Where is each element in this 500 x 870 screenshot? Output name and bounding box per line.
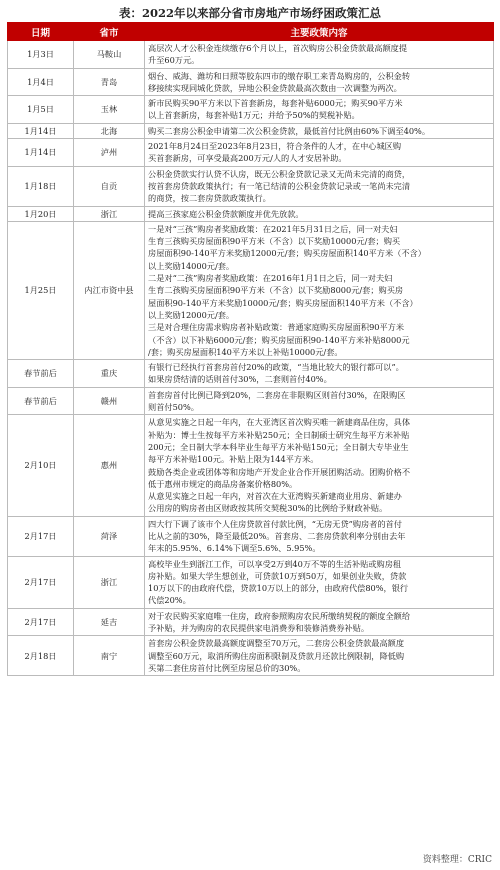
table-row [8, 516, 494, 556]
row-content [145, 387, 494, 415]
content-line: 10万以下的由政府代偿，贷款10万以上的部分，由政府代偿80%，银行 [148, 583, 409, 594]
table-row [8, 139, 494, 167]
row-date: 1月5日 [8, 96, 74, 124]
table-row [8, 556, 494, 608]
content-line: 有银行已经执行首套房首付20%的政策，“当地比较大的银行都可以”。 [148, 362, 404, 373]
content-line: 予补贴，并为购房的农民提供家电消费券和装修消费券补贴。 [148, 623, 370, 634]
table-row [8, 415, 494, 516]
content-line: 生育三孩购买房屋面积90平方米（不含）以下奖励10000元/套；购买 [148, 236, 401, 247]
row-city: 延吉 [74, 608, 145, 636]
content-line: 以上奖励14000元/套。 [148, 260, 235, 271]
content-line: 以上首套新房，每套补贴1万元；并给予50%的契税补贴。 [148, 110, 360, 121]
row-date: 2月17日 [8, 608, 74, 636]
row-city: 泸州 [74, 139, 145, 167]
row-date: 2月17日 [8, 516, 74, 556]
row-date: 1月14日 [8, 123, 74, 138]
header-date: 日期 [8, 23, 74, 41]
table-row [8, 206, 494, 221]
content-line: 从意见实施之日起一年内，对首次在大亚湾购买新建商业用房、新建办 [148, 491, 402, 502]
row-date: 春节前后 [8, 387, 74, 415]
row-content [145, 415, 494, 516]
page-title: 表：2022年以来部分省市房地产市场纾困政策汇总 [118, 6, 381, 20]
row-content [145, 360, 494, 388]
content-line: 买第二套住房首付比例至房屋总价的30%。 [148, 662, 306, 673]
content-line: 一是对“三孩”购房者奖励政策：在2021年5月31日之后，同一对夫妇 [148, 223, 398, 234]
row-date: 1月20日 [8, 206, 74, 221]
row-city: 浙江 [74, 556, 145, 608]
content-line: 房补贴。如果大学生想创业，可贷款10万到50万，如果创业失败，贷款 [148, 570, 407, 581]
table-row [8, 636, 494, 676]
content-line: 2021年8月24日至2023年8月23日，符合条件的人才，在中心城区购 [148, 141, 402, 152]
content-line: 买首套新房，可享受最高200万元/人的人才安居补助。 [148, 153, 347, 164]
row-date: 1月14日 [8, 139, 74, 167]
row-content [145, 123, 494, 138]
content-line: 提高三孩家庭公积金贷款额度并优先放款。 [148, 208, 304, 219]
content-line: 的商贷，按二套房贷款政策执行。 [148, 193, 271, 204]
content-line: 每平方米补贴100元。补贴上限为144平方米。 [148, 454, 319, 465]
content-line: 烟台、威海、潍坊和日照等胶东四市的缴存职工来青岛购房的，公积金转 [148, 70, 411, 81]
content-line: /套；购买房屋面积140平方米以上补贴10000元/套。 [148, 346, 343, 357]
row-city: 南宁 [74, 636, 145, 676]
row-city: 内江市资中县 [74, 221, 145, 359]
content-line: 低于惠州市规定的商品房备案价格80%。 [148, 478, 298, 489]
content-line: 三是对合理住房需求购房者补贴政策：普通家庭购买房屋面积90平方米 [148, 322, 405, 333]
row-date: 春节前后 [8, 360, 74, 388]
content-line: 房屋面积90-140平方米奖励12000元/套；购买房屋面积140平方米（不含） [148, 248, 426, 259]
row-date: 1月18日 [8, 166, 74, 206]
content-line: 高校毕业生到浙江工作，可以享受2万到40万不等的生活补贴或购房租 [148, 558, 402, 569]
table-row [8, 608, 494, 636]
row-city: 菏泽 [74, 516, 145, 556]
content-line: 屋面积90-140平方米奖励10000元/套；购买房屋面积140平方米（不含） [148, 297, 418, 308]
row-date: 1月4日 [8, 68, 74, 96]
row-city: 惠州 [74, 415, 145, 516]
content-line: 补贴为：博士生按每平方米补贴250元；全日制硕士研究生每平方米补贴 [148, 429, 410, 440]
content-line: 按首套房贷款政策执行；有一笔已结清的公积金贷款记录或一笔尚未完清 [148, 180, 411, 191]
content-line: 首套房首付比例已降到20%，二套房在非限购区则首付30%，在限购区 [148, 389, 406, 400]
row-city: 马鞍山 [74, 41, 145, 69]
content-line: 代偿20%。 [148, 595, 191, 606]
source-note: 资料整理：CRIC [422, 855, 492, 865]
row-content [145, 556, 494, 608]
content-line: 公积金贷款实行认贷不认房，既无公积金贷款记录又无尚未完清的商贷， [148, 168, 411, 179]
header-city: 省市 [74, 23, 145, 41]
row-content [145, 166, 494, 206]
table-row [8, 68, 494, 96]
content-line: 升至60万元。 [148, 55, 200, 66]
content-line: 高层次人才公积金连续缴存6个月以上，首次购房公积金贷款最高额度提 [148, 43, 408, 53]
content-line: 对于农民购买家庭唯一住房，政府参照购房农民所缴纳契税的额度全额给 [148, 610, 411, 621]
content-line: 比从之前的30%，降至最低20%。首套房、二套房贷款利率分别由去年 [148, 530, 406, 541]
content-line: 购买二套房公积金申请第二次公积金贷款，最低首付比例由60%下调至40%。 [148, 125, 431, 136]
content-line: 新市民购买90平方米以下首套新房，每套补贴6000元；购买90平方米 [148, 98, 403, 109]
row-content [145, 139, 494, 167]
table-row [8, 41, 494, 69]
row-date: 2月10日 [8, 415, 74, 516]
content-line: 从意见实施之日起一年内，在大亚湾区首次购买唯一新建商品住房，具体 [148, 417, 411, 428]
row-city: 赣州 [74, 387, 145, 415]
content-line: 则首付50%。 [148, 402, 199, 413]
content-line: 二是对“二孩”购房者奖励政策：在2016年1月1日之后，同一对夫妇 [148, 273, 393, 284]
content-line: 生育二孩购买房屋面积90平方米（不含）以下奖励8000元/套；购买房 [148, 285, 404, 296]
row-city: 玉林 [74, 96, 145, 124]
table-row [8, 96, 494, 124]
table-row [8, 387, 494, 415]
row-date: 2月17日 [8, 556, 74, 608]
content-line: 以上奖励12000元/套。 [148, 309, 235, 320]
table-row [8, 123, 494, 138]
content-line: 200元；全日制大学本科毕业生每平方米补贴150元；全日制大专毕业生 [148, 441, 409, 452]
table-row [8, 360, 494, 388]
row-date: 2月18日 [8, 636, 74, 676]
content-line: （不含）以下补贴6000元/套；购买房屋面积90-140平方米补贴8000元 [148, 334, 410, 345]
row-city: 浙江 [74, 206, 145, 221]
content-line: 如果房贷结清的话则首付30%，二套则首付40%。 [148, 374, 332, 385]
content-line: 公用房的购房者由区财政按其所交契税30%的比例给予财政补贴。 [148, 503, 388, 514]
policy-table [7, 22, 494, 676]
row-city: 自贡 [74, 166, 145, 206]
row-city: 北海 [74, 123, 145, 138]
row-content [145, 221, 494, 359]
table-header-row [8, 23, 494, 41]
row-content [145, 516, 494, 556]
header-content: 主要政策内容 [145, 23, 494, 41]
row-content [145, 206, 494, 221]
row-content [145, 68, 494, 96]
content-line: 年末的5.95%、6.14%下调至5.6%、5.95%。 [148, 543, 321, 554]
row-content [145, 96, 494, 124]
table-row [8, 221, 494, 359]
row-city: 重庆 [74, 360, 145, 388]
row-city: 青岛 [74, 68, 145, 96]
row-content [145, 608, 494, 636]
table-row [8, 166, 494, 206]
row-date: 1月3日 [8, 41, 74, 69]
content-line: 调整至60万元，取消所购住房面积限制及贷款月还款比例限制，降低购 [148, 650, 405, 661]
row-content [145, 636, 494, 676]
content-line: 首套房公积金贷款最高额度调整至70万元，二套房公积金贷款最高额度 [148, 638, 405, 649]
row-content [145, 41, 494, 69]
content-line: 移接续实现同城化贷款，异地公积金贷款最高次数由一次调整为两次。 [148, 82, 402, 93]
content-line: 鼓励各类企业或团体等和房地产开发企业合作开展团购活动。团购价格不 [148, 466, 411, 477]
content-line: 四大行下调了该市个人住房贷款首付款比例，“无房无贷”购房者的首付 [148, 518, 402, 529]
row-date: 1月25日 [8, 221, 74, 359]
